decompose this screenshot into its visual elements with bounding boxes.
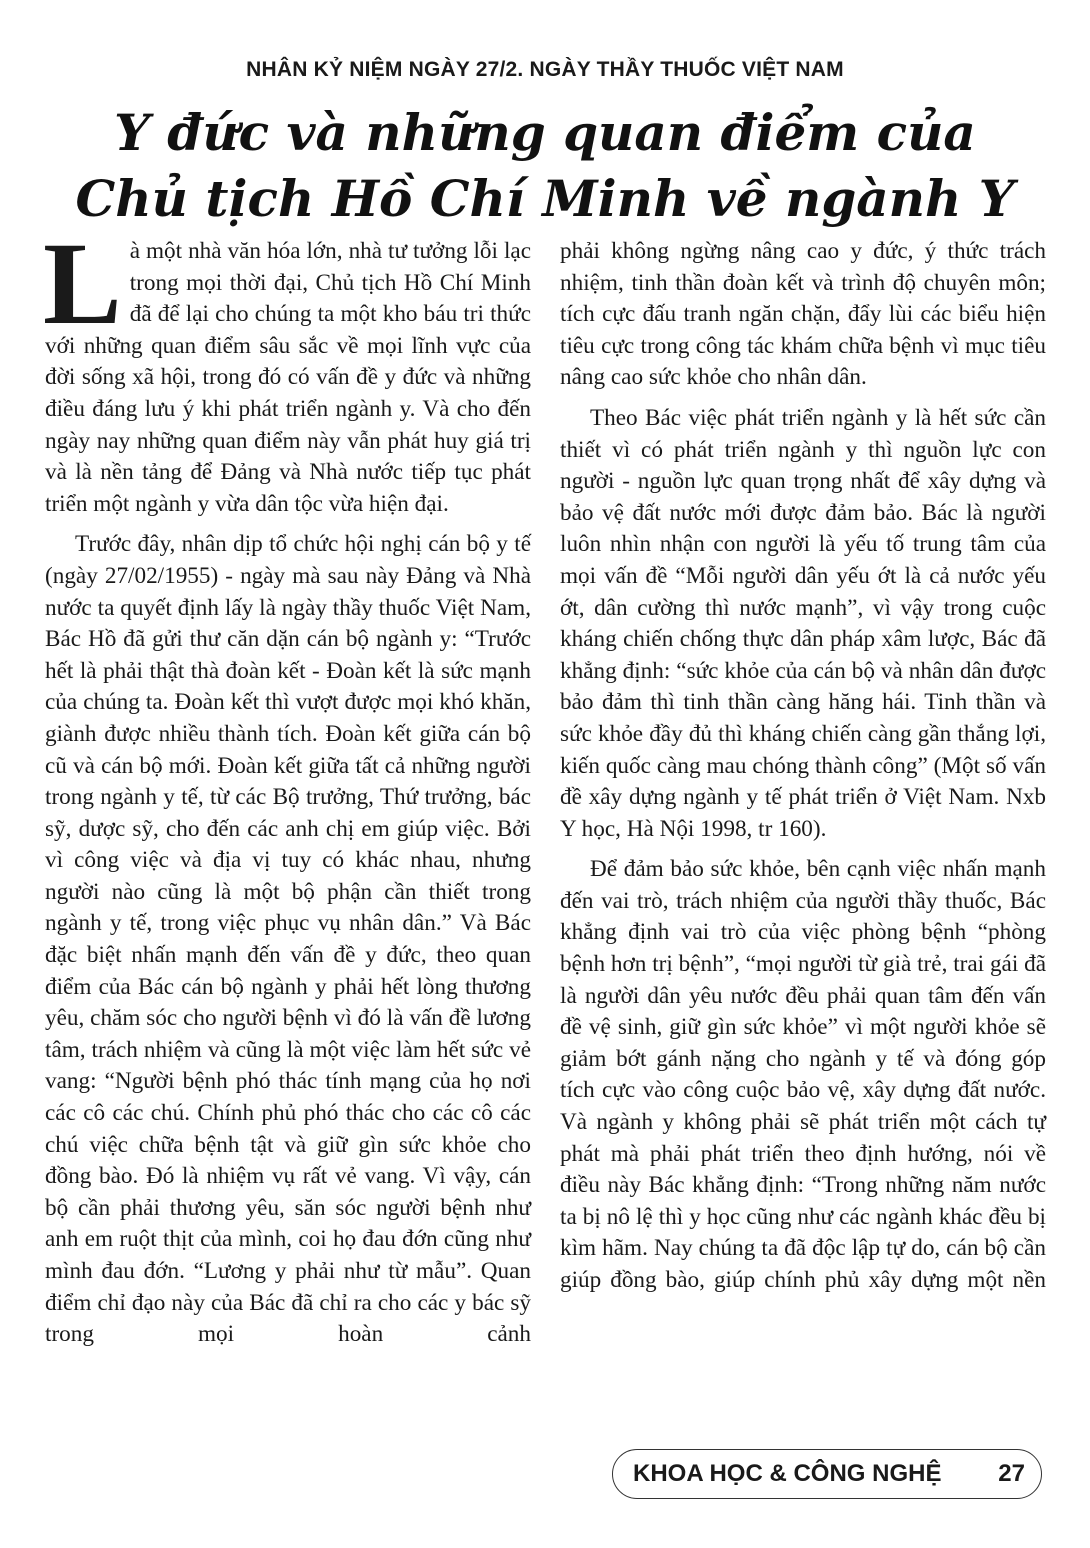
article-title-line-2: Chủ tịch Hồ Chí Minh về ngành Y: [75, 169, 1015, 228]
left-column: [43, 218, 531, 1360]
paragraph-2: Trước đây, nhân dịp tổ chức hội nghị cán bộ y tế (ngày 27/02/1955) - ngày mà sau này Đảng và Nhà nước ta quyết định lấy là ngày thầy thuốc Việt Nam, Bác Hồ đã gửi thư căn dặn cán bộ ngành y: “Trước hết là phải thật thà đoàn kết - Đoàn kết là sức mạnh của chúng ta. Đoàn kết thì vượt được mọi khó khăn, giành được nhiều thành tích. Đoàn kết giữa cán bộ cũ và cán bộ mới. Đoàn kết giữa tất cả những người trong ngành y tế, từ các Bộ trưởng, Thứ trưởng, bác sỹ, dược sỹ, cho đến các anh chị em giúp việc. Bởi vì công việc và địa vị tuy có khác nhau, nhưng người nào cũng là một bộ phận cần thiết trong ngành y tế, trong việc phục vụ nhân dân.” Và Bác đặc biệt nhấn mạnh đến vấn đề y đức, theo quan điểm của Bác cán bộ ngành y phải hết lòng thương yêu, chăm sóc cho người bệnh vì đó là vấn đề lương tâm, trách nhiệm và cũng là một việc làm hết sức vẻ vang: “Người bệnh phó thác tính mạng của họ nơi các cô các chú. Chính phủ phó thác cho các cô các chú việc chữa bệnh tật và giữ gìn sức khỏe cho đồng bào. Đó là nhiệm vụ rất vẻ vang. Vì vậy, cán bộ cần phải thương yêu, săn sóc người bệnh như anh em ruột thịt của mình, coi họ đau đớn cũng như mình đau đớn. “Lương y phải như từ mẫu”. Quan điểm chỉ đạo này của Bác đã chỉ ra cho các y bác sỹ trong mọi hoàn cảnh: [45, 531, 531, 1348]
page-footer: [612, 1449, 1042, 1499]
paragraph-intro: [43, 218, 531, 520]
paragraph-3: phải không ngừng nâng cao y đức, ý thức trách nhiệm, tinh thần đoàn kết và trình độ chuyên môn; tích cực đấu tranh ngăn chặn, đẩy lùi các biểu hiện tiêu cực trong công tác khám chữa bệnh vì mục tiêu nâng cao sức khỏe cho nhân dân.: [560, 238, 1046, 391]
page-number: 27: [998, 1460, 1025, 1487]
paragraph-5: Để đảm bảo sức khỏe, bên cạnh việc nhấn mạnh đến vai trò, trách nhiệm của người thầy thuốc, Bác khẳng định vai trò của việc phòng bệnh “phòng bệnh hơn trị bệnh”, “mọi người từ già trẻ, trai gái đã là người dân yêu nước đều phải quan tâm đến vấn đề vệ sinh, giữ gìn sức khỏe” vì một người khỏe sẽ giảm bớt gánh nặng cho ngành y tế và đóng góp tích cực vào công cuộc bảo vệ, xây dựng đất nước. Và ngành y không phải sẽ phát triển một cách tự phát mà phải phát triển theo định hướng, nói về điều này Bác khẳng định: “Trong những năm nước ta bị nô lệ thì y học cũng như các ngành khác đều bị kìm hãm. Nay chúng ta đã độc lập tự do, cán bộ cần giúp đồng bào, giúp chính phủ xây dựng một nền: [560, 856, 1046, 1293]
article-title-line-1: Y đức và những quan điểm của: [114, 103, 976, 162]
footer-section-name: KHOA HỌC & CÔNG NGHỆ: [633, 1460, 942, 1487]
section-kicker: NHÂN KỶ NIỆM NGÀY 27/2. NGÀY THẦY THUỐC VIỆT NAM: [246, 58, 844, 81]
paragraph-intro-text: à một nhà văn hóa lớn, nhà tư tưởng lỗi lạc trong mọi thời đại, Chủ tịch Hồ Chí Minh đã để lại cho chúng ta một kho báu tri thức với những quan điểm sâu sắc về mọi lĩnh vực của đời sống xã hội, trong đó có vấn đề y đức và những điều đáng lưu ý khi phát triển ngành y. Và cho đến ngày nay những quan điểm này vẫn phát huy giá trị và là nền tảng để Đảng và Nhà nước tiếp tục phát triển một ngành y vừa dân tộc vừa hiện đại.: [45, 238, 531, 517]
right-column: [560, 236, 1046, 1306]
paragraph-4: Theo Bác việc phát triển ngành y là hết sức cần thiết vì có phát triển ngành y thì nguồn lực con người - nguồn lực quan trọng nhất để xây dựng và bảo vệ đất nước mới được đảm bảo. Bác là người luôn nhìn nhận con người là yếu tố trung tâm của mọi vấn đề “Mỗi người dân yếu ớt là cả nước yếu ớt, dân cường thì nước mạnh”, vì vậy trong cuộc kháng chiến chống thực dân pháp xâm lược, Bác đã khẳng định: “sức khỏe của cán bộ và nhân dân được bảo đảm thì tinh thần càng hăng hái. Tinh thần và sức khỏe đầy đủ thì kháng chiến càng gần thắng lợi, kiến quốc càng mau chóng thành công” (Một số vấn đề xây dựng ngành y tế phát triển ở Việt Nam. Nxb Y học, Hà Nội 1998, tr 160).: [560, 404, 1046, 842]
article-title: [0, 100, 1090, 232]
drop-cap: L: [43, 218, 122, 349]
